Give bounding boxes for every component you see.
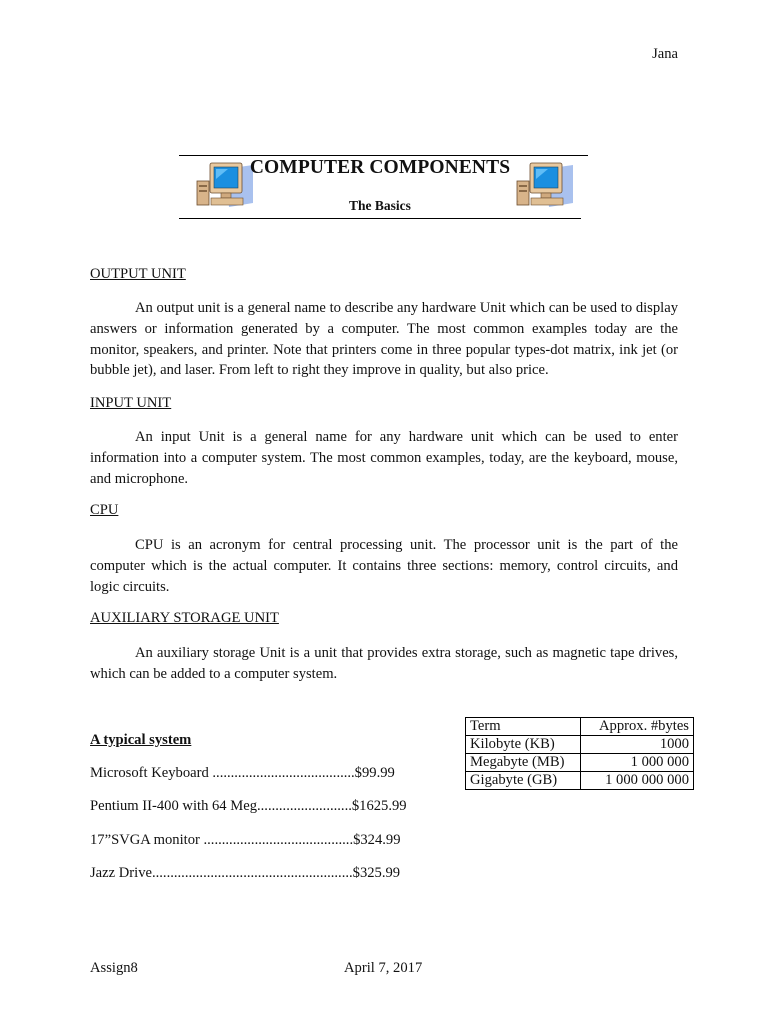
page-subtitle: The Basics <box>349 198 411 213</box>
heading-input-unit: INPUT UNIT <box>90 395 172 411</box>
paragraph-input-unit: An input Unit is a general name for any hardware unit which can be used to enter information into a computer system. The most common examples, today, are the keyboard, mouse, and microphone. <box>90 429 678 487</box>
system-item: Microsoft Keyboard .......................................$99.99 <box>90 765 395 781</box>
system-item: 17”SVGA monitor .........................................$324.99 <box>90 832 401 848</box>
table-cell-bytes: 1 000 000 000 <box>581 772 694 790</box>
page-title: COMPUTER COMPONENTS <box>249 157 511 178</box>
paragraph-cpu: CPU is an acronym for central processing unit. The processor unit is the part of the computer which is the actual computer. It contains three sections: memory, control circuits, and logic circuits. <box>90 537 678 595</box>
footer-date: April 7, 2017 <box>344 960 423 976</box>
system-item: Pentium II-400 with 64 Meg..........................$1625.99 <box>90 798 407 814</box>
table-cell-term: Megabyte (MB) <box>466 754 581 772</box>
heading-output-unit: OUTPUT UNIT <box>90 266 186 282</box>
table-header-bytes: Approx. #bytes <box>581 718 694 736</box>
table-cell-term: Gigabyte (GB) <box>466 772 581 790</box>
title-top-rule <box>179 155 588 156</box>
bytes-table <box>465 717 694 790</box>
table-header-row <box>466 718 694 736</box>
title-block <box>179 155 588 219</box>
table-cell-term: Kilobyte (KB) <box>466 736 581 754</box>
system-item: Jazz Drive.......................................................$325.99 <box>90 865 401 881</box>
footer-assignment: Assign8 <box>90 960 138 976</box>
paragraph-output-unit: An output unit is a general name to describe any hardware Unit which can be used to display answers or information generated by a computer. The most common examples today are the monitor, speakers, and printer. Note that printers come in three popular types-dot matrix, ink jet (or bubble jet), and laser. From left to right they improve in quality, but also price. <box>90 300 678 379</box>
heading-auxiliary-storage: AUXILIARY STORAGE UNIT <box>90 610 279 626</box>
title-bottom-rule <box>179 218 581 219</box>
table-cell-bytes: 1 000 000 <box>581 754 694 772</box>
heading-cpu: CPU <box>90 502 119 518</box>
table-row <box>466 736 694 754</box>
table-header-term: Term <box>466 718 581 736</box>
table-row <box>466 772 694 790</box>
header-author: Jana <box>652 46 678 62</box>
paragraph-auxiliary-storage: An auxiliary storage Unit is a unit that provides extra storage, such as magnetic tape drives, which can be added to a computer system. <box>90 645 678 682</box>
table-cell-bytes: 1000 <box>581 736 694 754</box>
typical-system-title: A typical system <box>90 732 192 748</box>
table-row <box>466 754 694 772</box>
